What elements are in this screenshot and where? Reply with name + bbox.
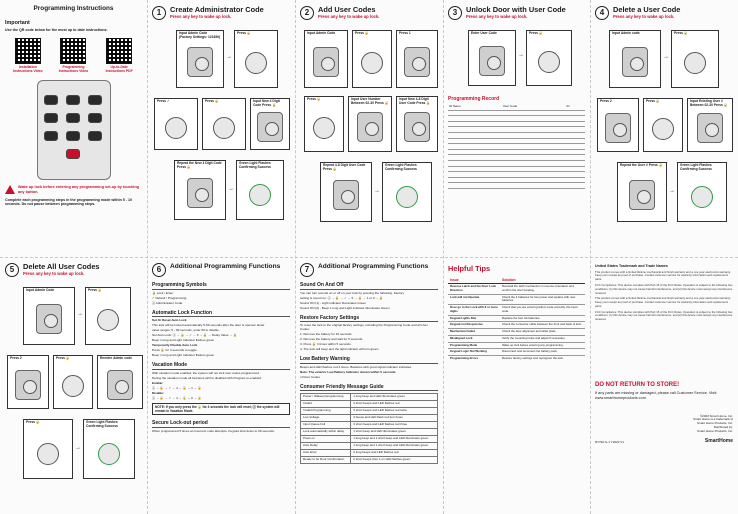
keypad-icon xyxy=(36,304,62,334)
tips-table xyxy=(448,277,585,362)
tips-issue: Lock will not Operate xyxy=(448,294,500,305)
message-row xyxy=(301,443,438,450)
message-signal: 1 long beep and LED illuminates green xyxy=(351,394,438,401)
secure-heading: Secure Lock-out period xyxy=(152,420,290,428)
auto-line: Press 🔒 for 3 seconds to toggle. xyxy=(152,348,198,353)
record-head: ID xyxy=(566,105,585,111)
fine-print: This product comes with a limited lifetime mechanical and finish warranty and a one year electronics warranty. Keep your receipt as proof of purchase. Contact customer service for warranty information and replacement parts. xyxy=(595,269,731,282)
step-number: 4 xyxy=(595,6,609,20)
step-box: Press 🔒 xyxy=(85,287,131,345)
keypad-icon xyxy=(187,47,213,77)
keypad-key xyxy=(88,95,102,105)
message-row xyxy=(301,422,438,429)
step-title: Add User Codes xyxy=(318,5,376,14)
message-signal: 3 short beeps and LED flashes red three xyxy=(351,422,438,429)
footer-bar xyxy=(595,438,733,445)
step-box: Press 🔒 xyxy=(202,98,246,150)
panel-step-2 xyxy=(295,0,443,257)
message-signal: 3 beeps and LED flash red four times xyxy=(351,415,438,422)
panel-step-1 xyxy=(147,0,295,257)
arrow-icon: → xyxy=(663,54,669,60)
message-signal: 3 short beeps and LED flashes red xyxy=(351,401,438,408)
tips-row xyxy=(448,305,585,316)
message-row xyxy=(301,401,438,408)
keypad-icon xyxy=(333,180,359,210)
step-box: Input Admin Code xyxy=(23,287,75,345)
symbol-line: Ⓐ Administrator Code xyxy=(152,300,183,305)
arrow-icon: → xyxy=(518,52,524,58)
step-subtitle: Press any key to wake up lock. xyxy=(170,14,232,20)
message-guide-heading: Consumer Friendly Message Guide xyxy=(300,384,438,392)
symbol-line: ✓ Default / Programming xyxy=(152,295,187,300)
keypad-icon xyxy=(313,47,339,77)
step-diagram xyxy=(300,20,438,240)
important-heading: Important xyxy=(5,20,30,27)
qr-code-icon xyxy=(106,38,132,64)
green-light-icon xyxy=(98,443,120,465)
step-header xyxy=(448,6,585,20)
step-box: Reenter Admin code xyxy=(97,355,143,409)
tips-solution: Check the 4 batteries for low power and replace with new batteries. xyxy=(500,294,585,305)
record-cell[interactable] xyxy=(566,183,585,189)
message-event: Auto Error xyxy=(301,450,351,457)
tips-title: Helpful Tips xyxy=(448,264,491,273)
message-event: Auto Delay xyxy=(301,443,351,450)
message-row xyxy=(301,408,438,415)
lock-button-icon xyxy=(37,443,59,465)
auto-line: Set Auto Lock: Ⓐ → 🔒 → ✓ → 3 → 🔒 → Delay Value → 🔒 xyxy=(152,333,238,338)
arrow-icon: → xyxy=(669,188,675,194)
step-box: Press 🔒 xyxy=(526,30,572,86)
step-number: 7 xyxy=(300,263,314,277)
vacation-line: Ⓐ → 🔒 → ✓ → 4 → 🔒 → 1 → 🔒 xyxy=(152,385,202,390)
fine-print: FCC Compliance: This device complies with Part 15 of the FCC Rules. Operation is subject to the following two conditions: (1) this device may not cause harmful interference, and (2) this device must accept any interference received. xyxy=(595,282,733,295)
message-row xyxy=(301,450,438,457)
auto-lock-heading: Automatic Lock Function xyxy=(152,310,290,318)
tips-solution: Replace the four AA batteries. xyxy=(500,315,585,322)
keypad-icon xyxy=(15,370,41,400)
customer-service-note: If any parts are missing or damaged, please call Customer Service. Visit: www.smarthomeproducts.com xyxy=(595,390,718,400)
step-header xyxy=(300,6,438,20)
lock-button-icon xyxy=(538,51,560,73)
step-box: Green Light Flashes Confirming Success xyxy=(382,162,432,222)
symbol-line: 🔒 Lock / Enter xyxy=(152,290,174,295)
step-box: Input New 4 Digit Code Press 🔒 xyxy=(250,98,290,150)
step-title: Additional Programming Functions xyxy=(170,263,281,270)
step-box: Repeat 4-8 Digit User Code Press 🔒 xyxy=(320,162,372,222)
qr-code-row xyxy=(5,38,142,74)
qr-item[interactable] xyxy=(11,38,45,74)
arrow-icon: → xyxy=(77,311,83,317)
warning-text: Wake up lock before entering any programming set-up by touching any button. xyxy=(18,184,139,194)
tips-solution: Wake up lock before entering any programming. xyxy=(500,342,585,349)
sound-line: setting is sound on. Ⓐ → 🔒 → ✓ → 5 → 🔒 → 1 or 0 → 🔒 xyxy=(300,295,384,300)
product-code: RT792-G-1 Y2023 V1 xyxy=(595,439,624,444)
step-box: Input New 4-8 Digit User Code Press 🔒 xyxy=(396,96,438,152)
keypad-icon xyxy=(479,46,505,76)
footer-block xyxy=(595,415,733,434)
step-box: Press 🔒 xyxy=(234,30,278,88)
panel-step-7 xyxy=(295,257,443,514)
lock-button-icon xyxy=(313,117,335,139)
lock-button-icon xyxy=(62,375,84,397)
qr-code-icon xyxy=(15,38,41,64)
step-subtitle: Press any key to wake up lock. xyxy=(613,14,675,20)
message-event: Lock automatically within delay xyxy=(301,429,351,436)
message-event: Invalid xyxy=(301,401,351,408)
keypad-key xyxy=(66,95,80,105)
qr-item[interactable] xyxy=(102,38,136,74)
tips-solution: Verify the mounting holes and adjust if necessary. xyxy=(500,335,585,342)
step-box: Press 2 xyxy=(7,355,49,409)
step-number: 3 xyxy=(448,6,462,20)
keypad-icon xyxy=(629,180,655,210)
step-box: Repeat the New 4 Digit Code Press 🔒 xyxy=(174,160,226,220)
arrow-icon: → xyxy=(226,54,232,60)
fine-print: FCC Compliance: This device complies with Part 15 of the FCC Rules. Operation is subject to the following two conditions: (1) this device may not cause harmful interference, and (2) this device must accept any interference received. xyxy=(595,309,733,322)
vacation-line: Ⓐ → 🔒 → ✓ → 4 → 🔒 → 0 → 🔒 xyxy=(152,395,202,400)
timing-note: Complete each programming steps in the programming mode within 5 - 10 seconds. Do not pause between programming steps. xyxy=(5,197,132,207)
step-box: Press 🔒 xyxy=(304,96,344,152)
keypad-key xyxy=(66,131,80,141)
step-box: Press 🔒 xyxy=(352,30,392,88)
step-number: 6 xyxy=(152,263,166,277)
restore-line: 3. Press 🔒 3 times within 5 seconds. xyxy=(300,342,352,347)
do-not-return-warning: DO NOT RETURN TO STORE! xyxy=(595,381,680,388)
vacation-note: NOTE: If you only press the 🔒 for 4 seconds the lock will reset; Ⓐ the system will remain in Vacation Mode. xyxy=(152,403,290,415)
restore-line: 1. Remove the battery for 10 seconds. xyxy=(300,332,353,337)
keypad-key xyxy=(88,113,102,123)
keypad-icon xyxy=(107,370,133,400)
step-header xyxy=(5,263,142,277)
auto-line: Beep 1 long and Light Indicator flashes green xyxy=(152,353,215,358)
step-title: Additional Programming Functions xyxy=(318,263,429,270)
step-subtitle: Press any key to wake up lock. xyxy=(318,14,380,20)
step-box: Input Admin Code (Factory Settings: 123456) xyxy=(176,30,224,88)
step-diagram xyxy=(595,20,733,240)
message-row xyxy=(301,429,438,436)
step-box: Input Admin code xyxy=(609,30,661,88)
message-event: Invalid Programming xyxy=(301,408,351,415)
green-light-icon xyxy=(249,184,271,206)
message-signal: 2 short beeps then 1 on LED flashes green xyxy=(351,457,438,464)
qr-caption: Programming Instructions Video xyxy=(58,65,89,74)
keypad-hand-illustration xyxy=(37,80,111,180)
auto-line: Set Or Reset Auto Lock xyxy=(152,318,187,323)
tips-issue: Keypad Logic Not Working xyxy=(448,349,500,356)
lock-button-icon xyxy=(684,52,706,74)
restore-line: 2. Remove the battery and wait for 5 seconds. xyxy=(300,337,364,342)
qr-intro: Use the QR code below for the most up to date instructions: xyxy=(5,28,108,33)
sound-line: Sound ON (0) - Beep 1 long and Light indicator illuminates Green xyxy=(300,305,390,310)
step-box: Green Light Flashes Confirming Success xyxy=(236,160,284,220)
keypad-key xyxy=(66,113,80,123)
sound-line: You can turn sounds on or off on your lock by entering the following. Factory xyxy=(300,290,405,295)
step-header xyxy=(152,6,290,20)
step-diagram xyxy=(5,277,142,497)
green-light-icon xyxy=(396,186,418,208)
qr-caption: Up-to-Date Instructions PDF xyxy=(105,65,133,74)
lock-button-icon xyxy=(213,117,235,139)
keypad-icon xyxy=(357,112,383,142)
restore-heading: Restore Factory Settings xyxy=(300,315,438,323)
footer-line: Smart Home Products, Inc. xyxy=(696,429,733,434)
lock-key xyxy=(66,149,80,159)
arrow-icon: → xyxy=(374,188,380,194)
message-signal: 1 short beep and LED illuminates green xyxy=(351,429,438,436)
message-event: Input Queue Full xyxy=(301,422,351,429)
record-row xyxy=(448,183,585,189)
step-box: Press 🔒 xyxy=(643,98,683,152)
brand-logo: SmartHome xyxy=(704,437,733,444)
message-event: Power / Wakeup/programming xyxy=(301,394,351,401)
message-signal: 3 short beeps and LED flashes red twice xyxy=(351,408,438,415)
footer-line: Smart Home is a trademark of xyxy=(692,417,733,422)
panel-step-3 xyxy=(443,0,590,257)
keypad-icon xyxy=(187,178,213,208)
panel-helpful-tips xyxy=(443,257,590,514)
fine-print: This product comes with a limited lifetime mechanical and finish warranty and a one year electronics warranty. Keep your receipt as proof of purchase. Contact customer service for warranty information and replacement parts. xyxy=(595,296,731,308)
step-box: Press 🔒 xyxy=(671,30,719,88)
message-signal: 3 long beeps and LED flashes red xyxy=(351,450,438,457)
step-box: Enter User Code xyxy=(468,30,516,86)
record-title: Programming Record xyxy=(448,96,500,102)
panel-step-6 xyxy=(147,257,295,514)
step-box: Press ✓ xyxy=(154,98,198,150)
low-battery-line: of Door Codes xyxy=(300,374,320,379)
step-header xyxy=(152,263,290,277)
message-row xyxy=(301,415,438,422)
lock-button-icon xyxy=(245,52,267,74)
step-title: Delete a User Code xyxy=(613,5,681,14)
message-event: Ready to be Door Confirmation xyxy=(301,457,351,464)
tips-issue: Reverse Latch and the Door Lock Direction xyxy=(448,284,500,295)
tips-row xyxy=(448,315,585,322)
footer-line: Distributed by: xyxy=(713,425,733,430)
tips-solution: Disconnect and reconnect the battery pack. xyxy=(500,349,585,356)
vacation-heading: Vacation Mode xyxy=(152,362,290,370)
step-box: Green Light Flashes Confirming Success xyxy=(83,419,135,479)
vacation-line: Enable: xyxy=(152,380,164,385)
step-header xyxy=(300,263,438,277)
warning-icon xyxy=(5,185,15,194)
auto-line: Beep 1 long and Light Indicator flashes green xyxy=(152,338,215,343)
sound-heading: Sound On And Off xyxy=(300,282,438,290)
low-battery-line: Beeps and LED flashes red 3 times. Batteries with good signal indicator indicates. xyxy=(300,364,412,369)
tips-solution: Reinstall the latch mechanism in reverse orientation and confirm the door handing. xyxy=(500,284,585,295)
arrow-icon: → xyxy=(75,445,81,451)
step-box: Press 🔒 xyxy=(53,355,93,409)
tips-issue: Keypad not Responsive xyxy=(448,322,500,329)
step-diagram xyxy=(152,20,290,240)
tips-row xyxy=(448,349,585,356)
step-box: Press 2 xyxy=(597,98,639,152)
message-event: Low Voltage xyxy=(301,415,351,422)
low-battery-line: Note: The exterior Low Battery Indicator shown within 5 seconds. xyxy=(300,369,397,374)
keypad-icon xyxy=(257,112,283,142)
lock-button-icon xyxy=(361,52,383,74)
tips-row xyxy=(448,284,585,295)
step-subtitle: Press any key to wake up lock. xyxy=(23,271,85,277)
step-number: 1 xyxy=(152,6,166,20)
keypad-key xyxy=(44,113,58,123)
step-number: 5 xyxy=(5,263,19,277)
programming-record-table xyxy=(448,105,585,189)
step-subtitle: Press any key to wake up lock. xyxy=(466,14,528,20)
tips-solution: Check that you are entering Admin code correctly. Re-Input code. xyxy=(500,305,585,316)
message-row xyxy=(301,436,438,443)
keypad-icon xyxy=(605,113,631,143)
message-guide-table xyxy=(300,393,438,464)
footer-line: Smart Home Products, Inc. xyxy=(696,421,733,426)
message-signal: 1 long beep and 1 short beep and LED illuminates green xyxy=(351,436,438,443)
tips-solution: Check the door alignment and strike plate. xyxy=(500,329,585,336)
tips-solution: Restore factory settings and reprogram the lock. xyxy=(500,356,585,362)
tips-issue: Keypad Lights Dim xyxy=(448,315,500,322)
keypad-key xyxy=(44,131,58,141)
step-title: Delete All User Codes xyxy=(23,262,100,271)
step-header xyxy=(595,6,733,20)
tips-row xyxy=(448,356,585,362)
auto-line: Temporarily Disable Auto Lock xyxy=(152,343,198,348)
low-battery-heading: Low Battery Warning xyxy=(300,356,438,364)
keypad-key xyxy=(44,95,58,105)
panel-programming-instructions xyxy=(0,0,147,257)
step-box: Green Light Flashes Confirming Success xyxy=(677,162,727,222)
tips-row xyxy=(448,294,585,305)
keypad-icon xyxy=(404,112,430,142)
restore-line: To reset the lock to the original factory settings, including the Programming Code and all User Codes: xyxy=(300,323,428,332)
secure-line: When programmed 5 times an incorrect code attempts. Keypad shut down to 60 seconds. xyxy=(152,428,275,433)
tips-solution: Check the connector cable between the front and back of lock. xyxy=(500,322,585,329)
tips-row xyxy=(448,335,585,342)
trademark-heading: United States Trademark and Trade Names xyxy=(595,264,668,268)
step-number: 2 xyxy=(300,6,314,20)
step-box: Input User Number Between 02-30 Press 🔒 xyxy=(348,96,392,152)
green-light-icon xyxy=(691,186,713,208)
step-box: Input Admin Code xyxy=(304,30,348,88)
message-row xyxy=(301,457,438,464)
panel-step-4 xyxy=(590,0,738,257)
record-head: ID Name xyxy=(448,105,502,111)
panel-step-5 xyxy=(0,257,147,514)
tips-row xyxy=(448,322,585,329)
symbols-heading: Programming Symbols xyxy=(152,282,290,290)
step-box: Input Existing User # Between 02-30 Press 🔒 xyxy=(687,98,733,152)
step-box: Press 1 xyxy=(396,30,438,88)
tips-head: Issue xyxy=(448,277,500,284)
tips-head: Solution xyxy=(500,277,585,284)
auto-line: value ranges: 5 - 99 seconds, enter 00 to disable. xyxy=(152,328,220,333)
vacation-line: Disable: xyxy=(152,390,165,395)
step-diagram xyxy=(448,20,585,88)
keypad-icon xyxy=(404,47,430,77)
lock-button-icon xyxy=(652,118,674,140)
tips-row xyxy=(448,329,585,336)
wake-warning xyxy=(5,185,142,195)
qr-item[interactable] xyxy=(56,38,90,74)
message-signal: 1 long beep and 1 short beep and LED illuminates green xyxy=(351,443,438,450)
keypad-icon xyxy=(622,47,648,77)
tips-issue: Programming Mode xyxy=(448,342,500,349)
qr-caption: Installation Instructions Video xyxy=(13,65,43,74)
tips-row xyxy=(448,342,585,349)
lock-button-icon xyxy=(97,309,119,331)
vacation-line: With vacation mode enabled, the system will not lock user codes programmed. xyxy=(152,370,260,375)
step-box: Repeat the User # Press 🔒 xyxy=(617,162,667,222)
sound-line: Sound ON (1) - Light indicator illuminates Green xyxy=(300,300,367,305)
arrow-icon: → xyxy=(228,186,234,192)
step-box: Press 🔒 xyxy=(23,419,73,479)
step-title: Unlock Door with User Code xyxy=(466,5,566,14)
step-title: Create Administrator Code xyxy=(170,5,264,14)
panel-back-cover xyxy=(590,257,738,514)
record-head: User Code xyxy=(502,105,566,111)
footer-line: ©2023 Smart Home, Inc. xyxy=(699,413,733,418)
tips-issue: Misaligned Lock xyxy=(448,335,500,342)
auto-line: This lock will be locked automatically 5-99 seconds after the door is opened. Enter xyxy=(152,323,265,328)
message-row xyxy=(301,394,438,401)
tips-issue: Programming Errors xyxy=(448,356,500,362)
record-cell[interactable] xyxy=(502,183,566,189)
page-title: Programming Instructions xyxy=(33,5,114,12)
vacation-line: During the vacation mode all functions will be disabled with Program re-enabled. xyxy=(152,375,262,380)
record-cell[interactable] xyxy=(448,183,502,189)
qr-code-icon xyxy=(60,38,86,64)
tips-issue: Mechanism Failed xyxy=(448,329,500,336)
keypad-key xyxy=(88,131,102,141)
keypad-icon xyxy=(697,113,723,143)
lock-button-icon xyxy=(165,117,187,139)
tips-issue: Door go to the Lock with 8 or more digits xyxy=(448,305,500,316)
message-event: Press on xyxy=(301,436,351,443)
restore-line: 4. The lock will beep and the light indicator will turn green. xyxy=(300,347,380,352)
